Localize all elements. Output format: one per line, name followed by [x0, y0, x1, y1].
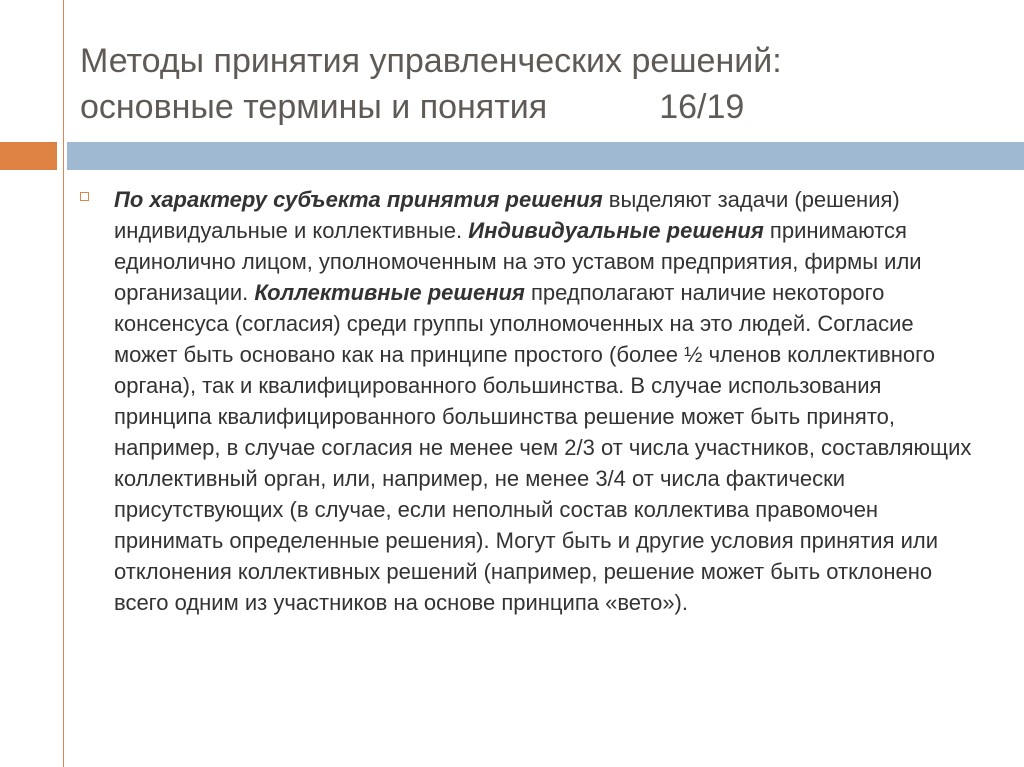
- body-paragraph: [114, 184, 974, 618]
- blue-divider-bar: [67, 142, 1024, 170]
- text-collective: предполагают наличие некоторого консенсуса (согласия) среди группы уполномоченных на это людей. Согласие может быть основано как на принципе простого (более ½ членов коллективного органа), так и квалифицированного большинства. В случае использования принципа квалифицированного большинства решение может быть принято, например, в случае согласия не менее чем 2/3 от числа участников, составляющих коллективный орган, или, например, не менее 3/4 от числа фактически присутствующих (в случае, если неполный состав коллектива правомочен принимать определенные решения). Могут быть и другие условия принятия или отклонения коллективных решений (например, решение может быть отклонено всего одним из участников на основе принципа «вето»).: [114, 280, 972, 615]
- slide-title: [80, 38, 782, 130]
- bullet-item: [80, 184, 980, 618]
- emphasis-collective: Коллективные решения: [254, 280, 525, 305]
- orange-accent-bar: [0, 142, 57, 170]
- title-line-1: Методы принятия управленческих решений:: [80, 42, 782, 80]
- emphasis-subject: По характеру субъекта принятия решения: [114, 187, 603, 212]
- emphasis-individual: Индивидуальные решения: [468, 218, 764, 243]
- slide-content: [80, 184, 980, 618]
- title-line-2: [80, 84, 782, 130]
- square-bullet-icon: [80, 192, 89, 201]
- text-individual: принимаются единолично лицом, уполномоченным на это уставом предприятия, фирмы или организации.: [114, 218, 922, 305]
- title-line-2-text: основные термины и понятия: [80, 88, 548, 126]
- page-number: 16/19: [659, 88, 745, 126]
- vertical-accent-line: [63, 0, 64, 767]
- text-intro: выделяют задачи (решения) индивидуальные и коллективные.: [114, 187, 900, 243]
